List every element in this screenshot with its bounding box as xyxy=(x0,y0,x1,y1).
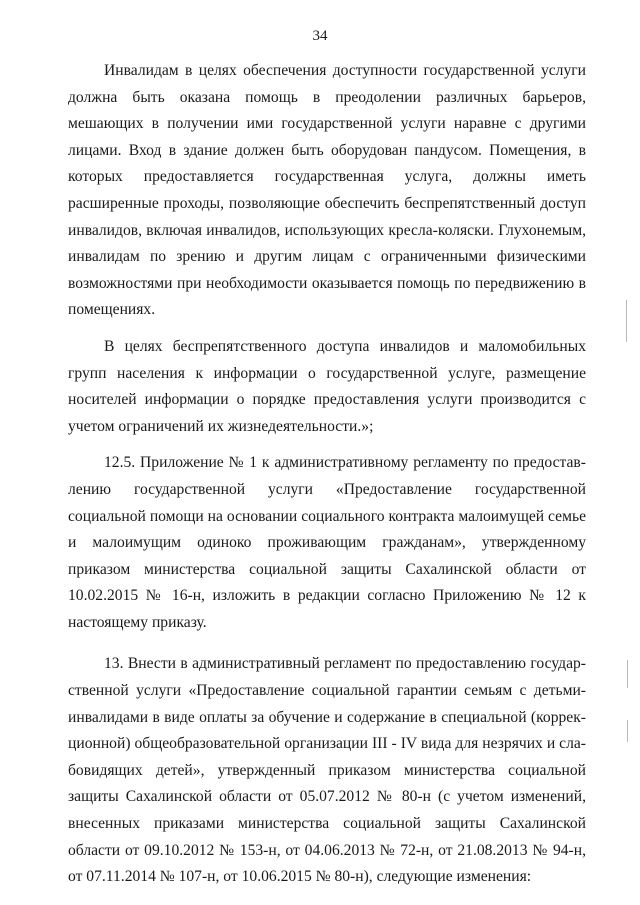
scan-artifact-line xyxy=(626,300,627,342)
paragraph-item-13: 13. Внести в административный регламент по предоставлению государственной услуги «Предоставление социальной гарантии семьям с детьми-инвалидами в виде оплаты за обучение и содержание в специальной (коррекционной) общеобразовательной организации III - IV вида для незрячих и слабовидящих детей», утвержденный приказом министерства социальной защиты Сахалинской области от 05.07.2012 № 80-н (с учетом изменений, внесенных приказами министерства социальной защиты Сахалинской области от 09.10.2012 № 153-н, от 04.06.2013 № 72-н, от 21.08.2013 № 94-н, от 07.11.2014 № 107-н, от 10.06.2015 № 80-н), следующие изменения: xyxy=(68,655,586,886)
page-number: 34 xyxy=(312,28,328,44)
scan-artifact-line xyxy=(627,660,628,688)
paragraph-item-12-5: 12.5. Приложение № 1 к административному регламенту по предоставлению государственной услуги «Предоставление государственной социальной помощи на основании социального контракта малоимущей семье и малоимущим одиноко проживающим гражданам», утвержденному приказом министерства социальной защиты Сахалинской области от 10.02.2015 № 16-н, изложить в редакции согласно Приложению № 12 к настоящему приказу. xyxy=(68,454,586,631)
paragraph-accessibility-assistance: Инвалидам в целях обеспечения доступности государственной услуги должна быть оказана помощь в преодолении различных барьеров, мешающих в получении ими государственной услуги наравне с другими лицами. Вход в здание должен быть оборудован пандусом. Помещения, в которых предоставляется государственная услуга, должны иметь расширенные проходы, позволяющие обеспечить беспрепятственный доступ инвалидов, включая инвалидов, использующих кресла-коляски. Глухонемым, инвалидам по зрению и другим лицам с ограниченными физическими возможностями при необходимости оказывается помощь по передвижению в помещениях. xyxy=(68,62,586,319)
document-body xyxy=(68,58,586,891)
scan-artifact-line xyxy=(627,720,628,742)
paragraph-information-access: В целях беспрепятственного доступа инвалидов и маломобильных групп населения к информации о государственной услуге, размещение носителей информации о порядке предоставления услуги производится с учетом ограничений их жизнедеятельности.»; xyxy=(68,337,586,435)
